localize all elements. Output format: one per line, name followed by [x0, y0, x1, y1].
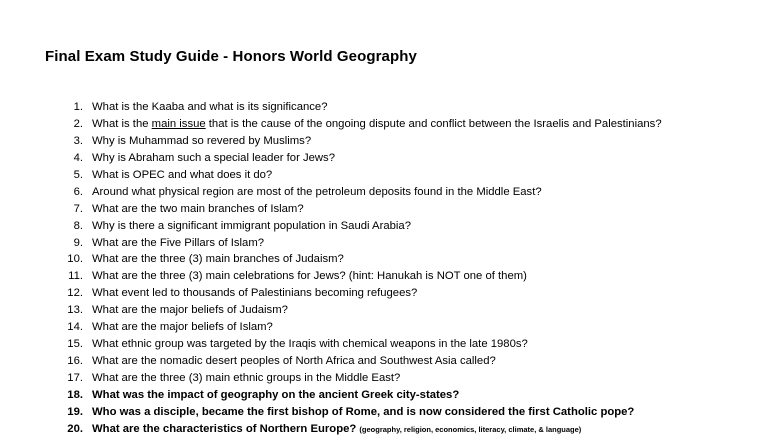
question-item — [0, 218, 784, 235]
question-number: 12. — [67, 287, 83, 300]
question-text: What are the three (3) main branches of Judaism? — [92, 253, 344, 266]
question-note: (geography, religion, economics, literacy, climate, & language) — [359, 424, 582, 434]
question-item — [0, 302, 784, 319]
question-item — [0, 285, 784, 302]
question-text: What are the nomadic desert peoples of North Africa and Southwest Asia called? — [92, 355, 496, 368]
question-text: What is OPEC and what does it do? — [92, 168, 273, 181]
question-number: 5. — [73, 168, 83, 181]
question-number: 14. — [67, 321, 83, 334]
question-text: What is the Kaaba and what is its significance? — [92, 101, 328, 113]
question-number: 19. — [67, 405, 83, 418]
question-list — [0, 99, 784, 438]
question-item — [0, 235, 784, 252]
question-number: 18. — [67, 388, 83, 401]
question-text — [92, 116, 662, 133]
question-number: 9. — [73, 236, 83, 249]
question-item — [0, 268, 784, 285]
question-number: 20. — [67, 422, 83, 435]
question-number: 1. — [73, 101, 83, 113]
question-item — [0, 319, 784, 336]
question-text: Around what physical region are most of the petroleum deposits found in the Middle East? — [92, 185, 542, 198]
question-text: What are the two main branches of Islam? — [92, 202, 304, 215]
question-text: Why is there a significant immigrant population in Saudi Arabia? — [92, 219, 411, 232]
question-text: Who was a disciple, became the first bishop of Rome, and is now considered the first Catholic pope? — [92, 405, 635, 418]
question-text: What are the major beliefs of Islam? — [92, 321, 273, 334]
question-item — [0, 404, 784, 421]
question-number: 7. — [73, 202, 83, 215]
question-number: 17. — [67, 372, 83, 384]
question-text: Why is Muhammad so revered by Muslims? — [92, 134, 312, 147]
question-item — [0, 99, 784, 116]
question-text: What was the impact of geography on the ancient Greek city-states? — [92, 388, 460, 401]
question-item — [0, 167, 784, 184]
question-number: 2. — [73, 117, 83, 130]
question-number: 10. — [67, 253, 83, 266]
question-item — [0, 201, 784, 218]
question-item — [0, 251, 784, 268]
question-item — [0, 336, 784, 353]
question-number: 13. — [67, 304, 83, 317]
question-number: 11. — [68, 270, 83, 283]
question-text: What are the three (3) main celebrations for Jews? (hint: Hanukah is NOT one of them) — [92, 270, 527, 283]
question-number: 8. — [73, 219, 83, 232]
question-number: 4. — [73, 151, 83, 164]
question-item — [0, 133, 784, 150]
question-text: What event led to thousands of Palestinians becoming refugees? — [92, 287, 418, 300]
question-text — [92, 421, 581, 439]
question-item — [0, 421, 784, 438]
question-text-main: What are the characteristics of Northern Europe? — [92, 422, 357, 435]
question-item — [0, 150, 784, 167]
question-item — [0, 370, 784, 387]
question-text: What are the major beliefs of Judaism? — [92, 304, 288, 317]
question-item — [0, 387, 784, 404]
question-text-pre: What is the — [92, 117, 152, 130]
question-text: What are the Five Pillars of Islam? — [92, 236, 265, 249]
question-number: 6. — [73, 185, 83, 198]
question-text-post: that is the cause of the ongoing dispute and conflict between the Israelis and Palestinians? — [205, 117, 662, 130]
underlined-phrase: main issue — [151, 117, 206, 130]
question-item — [0, 353, 784, 370]
question-number: 16. — [67, 355, 83, 368]
question-text: What are the three (3) main ethnic groups in the Middle East? — [92, 372, 401, 384]
question-item — [0, 116, 784, 133]
question-text: What ethnic group was targeted by the Iraqis with chemical weapons in the late 1980s? — [92, 338, 528, 351]
document-title: Final Exam Study Guide - Honors World Geography — [45, 48, 417, 65]
question-item — [0, 184, 784, 201]
question-number: 15. — [67, 338, 83, 351]
question-text: Why is Abraham such a special leader for Jews? — [92, 151, 335, 164]
question-number: 3. — [73, 134, 83, 147]
